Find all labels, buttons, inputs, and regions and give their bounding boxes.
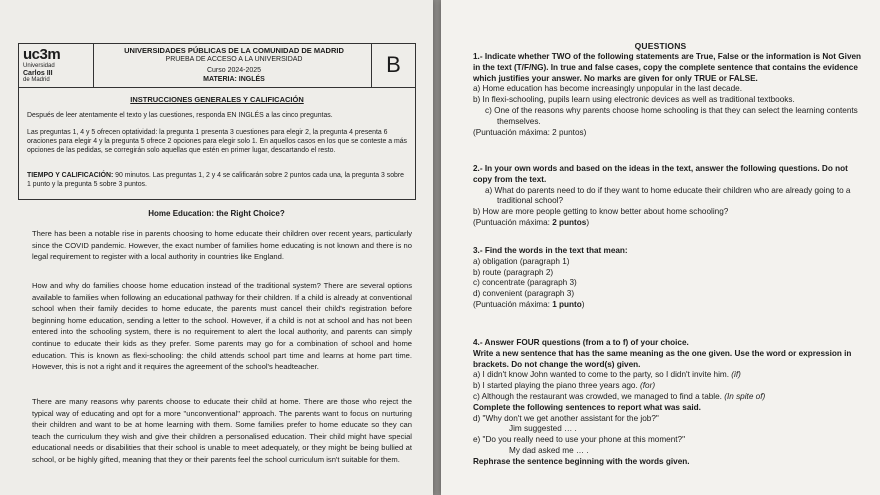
- question-1-c: c) One of the reasons why parents choose home schooling is that they can select the learning contents themselves.: [485, 105, 858, 126]
- subject-name: MATERIA: INGLÉS: [203, 76, 265, 83]
- question-1-b: b) In flexi-schooling, pupils learn using electronic devices as well as traditional textbooks.: [473, 95, 795, 105]
- instructions-paragraph-1: Después de leer atentamente el texto y las cuestiones, responda EN INGLÉS a las cinco preguntas.: [27, 112, 333, 119]
- question-3-head: 3.- Find the words in the text that mean:: [473, 246, 628, 255]
- text-paragraph-2: How and why do families choose home education instead of the traditional system? There are several options available to families when following an educational pathway for their children. If a child is already at conventional school when their family decides to home educate, the parents must cancel their child's registration before beginning home education, sending a letter to the school. However, if a child is not at school and has not been entered into the schooling system, there is no requirement to alert the local authority, and parents can simply continue to educate their kids as they prefer. Some parents may go for a combination of school and home education. This is known as flexi-schooling: the child attends school part time and learns at home part time. However, this is not a right and it requires the agreement of the school's headteacher.: [32, 281, 412, 372]
- question-1-score: (Puntuación máxima: 2 puntos): [473, 127, 587, 137]
- question-4-d-start: Jim suggested … .: [509, 424, 577, 434]
- question-3-score-end: ): [581, 299, 585, 309]
- question-4-b-text: b) I started playing the piano three years ago.: [473, 381, 638, 391]
- text-paragraph-1: There has been a notable rise in parents choosing to home educate their children over recent years, particularly since the COVID pandemic. However, the exact number of families home educating is not known and there is no legal requirement to register with a local authority in countries like England.: [32, 229, 412, 262]
- exam-name: PRUEBA DE ACCESO A LA UNIVERSIDAD: [165, 56, 303, 63]
- question-4-c-word: (In spite of): [721, 391, 766, 401]
- grading-text: 90 minutos. Las preguntas 1, 2 y 4 se calificarán sobre 2 puntos cada una, la pregunta 3 sobre 1 punto y la pregunta 5 sobre 3 puntos.: [27, 172, 405, 188]
- question-2-a: a) What do parents need to do if they want to home educate their children who are already going to a traditional school?: [485, 185, 851, 206]
- logo-line-1: Universidad: [23, 63, 55, 69]
- question-3: [473, 246, 868, 311]
- question-4-b-word: (for): [637, 381, 656, 391]
- exam-page-right: [441, 0, 880, 495]
- exam-header-box: [18, 43, 416, 200]
- logo-line-2: Carlos III: [23, 69, 53, 77]
- text-title: Home Education: the Right Choice?: [148, 209, 285, 218]
- exam-title-block: [94, 44, 374, 88]
- question-4-a-text: a) I didn't know John wanted to come to the party, so I didn't invite him.: [473, 370, 730, 380]
- logo-main-text: uc3m: [23, 46, 61, 63]
- question-3-a: a) obligation (paragraph 1): [473, 256, 570, 266]
- grading-label: TIEMPO Y CALIFICACIÓN:: [27, 172, 114, 179]
- university-name: UNIVERSIDADES PÚBLICAS DE LA COMUNIDAD DE MADRID: [124, 46, 344, 55]
- question-4-head: 4.- Answer FOUR questions (from a to f) of your choice.: [473, 338, 689, 347]
- question-4-d: d) "Why don't we get another assistant for the job?": [473, 413, 659, 423]
- question-4-c: [473, 392, 868, 403]
- questions-title: QUESTIONS: [634, 41, 687, 51]
- question-4-b: [473, 381, 868, 392]
- question-4-c-text: c) Although the restaurant was crowded, we managed to find a table.: [473, 391, 722, 401]
- instructions-paragraph-3: [27, 171, 407, 189]
- question-3-score-label: (Puntuación máxima:: [473, 299, 553, 309]
- question-3-c: c) concentrate (paragraph 3): [473, 278, 577, 288]
- question-1-a: a) Home education has become increasingly unpopular in the last decade.: [473, 84, 742, 94]
- question-2-score-end: ): [586, 217, 590, 227]
- question-4-instruction-1: Write a new sentence that has the same meaning as the one given. Use the word or expression in brackets. Do not change the word(s) given.: [473, 348, 852, 369]
- instructions-title: INSTRUCCIONES GENERALES Y CALIFICACIÓN: [130, 95, 304, 104]
- question-4: [473, 338, 868, 468]
- exam-model-letter: B: [371, 44, 415, 88]
- question-1-head: 1.- Indicate whether TWO of the following statements are True, False or the information is Not Given in the text (T/F/NG). In true and false cases, copy the complete sentence that contains the evidence which justifies your answer. No marks are given for only TRUE or FALSE.: [473, 52, 862, 83]
- question-4-e: e) "Do you really need to use your phone at this moment?": [473, 435, 685, 445]
- question-4-instruction-2: Complete the following sentences to report what was said.: [473, 402, 701, 412]
- question-4-a-word: (if): [729, 370, 741, 380]
- instructions-paragraph-2: Las preguntas 1, 4 y 5 ofrecen optatividad: la pregunta 1 presenta 3 cuestiones para elegir 2, la pregunta 4 presenta 6 oraciones para elegir 4 y la pregunta 5 ofrece 2 opciones para elegir solo 1. En aquellos casos en los que se conteste a más opciones de las pedidas, se corregirán solo aquellas que estén en primer lugar, descartando el resto.: [27, 129, 407, 154]
- question-3-score: [473, 300, 868, 311]
- question-3-d: d) convenient (paragraph 3): [473, 289, 575, 299]
- university-logo: [19, 44, 94, 88]
- text-paragraph-3: There are many reasons why parents choose to educate their child at home. There are those who reject the typical way of educating and opt for a more "unconventional" approach. The parents want to focus on nurturing their children and want to be at home learning with them. Some families prefer to home educate so they can teach the curriculum they wish and give their children a personalised education. Their child might have special educational needs or disabilities that their school is unable to meet adequately, or they might be being bullied at school, or be highly gifted, meaning that they or their parents feel the school curriculum isn't suitable for them.: [32, 397, 412, 464]
- question-1: [473, 52, 868, 138]
- question-4-e-start: My dad asked me … .: [509, 445, 589, 455]
- logo-line-3: de Madrid: [23, 76, 50, 83]
- question-2: [473, 164, 868, 229]
- question-2-score: [473, 218, 868, 229]
- question-2-head: 2.- In your own words and based on the ideas in the text, answer the following questions. Do not copy from the text.: [473, 164, 848, 184]
- exam-page-left: [0, 0, 433, 495]
- question-3-b: b) route (paragraph 2): [473, 267, 554, 277]
- question-2-score-value: 2 puntos: [552, 217, 587, 227]
- question-4-instruction-3: Rephrase the sentence beginning with the words given.: [473, 456, 690, 466]
- question-2-b: b) How are more people getting to know better about home schooling?: [473, 207, 729, 217]
- course-year: Curso 2024-2025: [206, 67, 262, 74]
- question-2-score-label: (Puntuación máxima:: [473, 217, 553, 227]
- question-3-score-value: 1 punto: [552, 299, 582, 309]
- question-4-a: [473, 370, 868, 381]
